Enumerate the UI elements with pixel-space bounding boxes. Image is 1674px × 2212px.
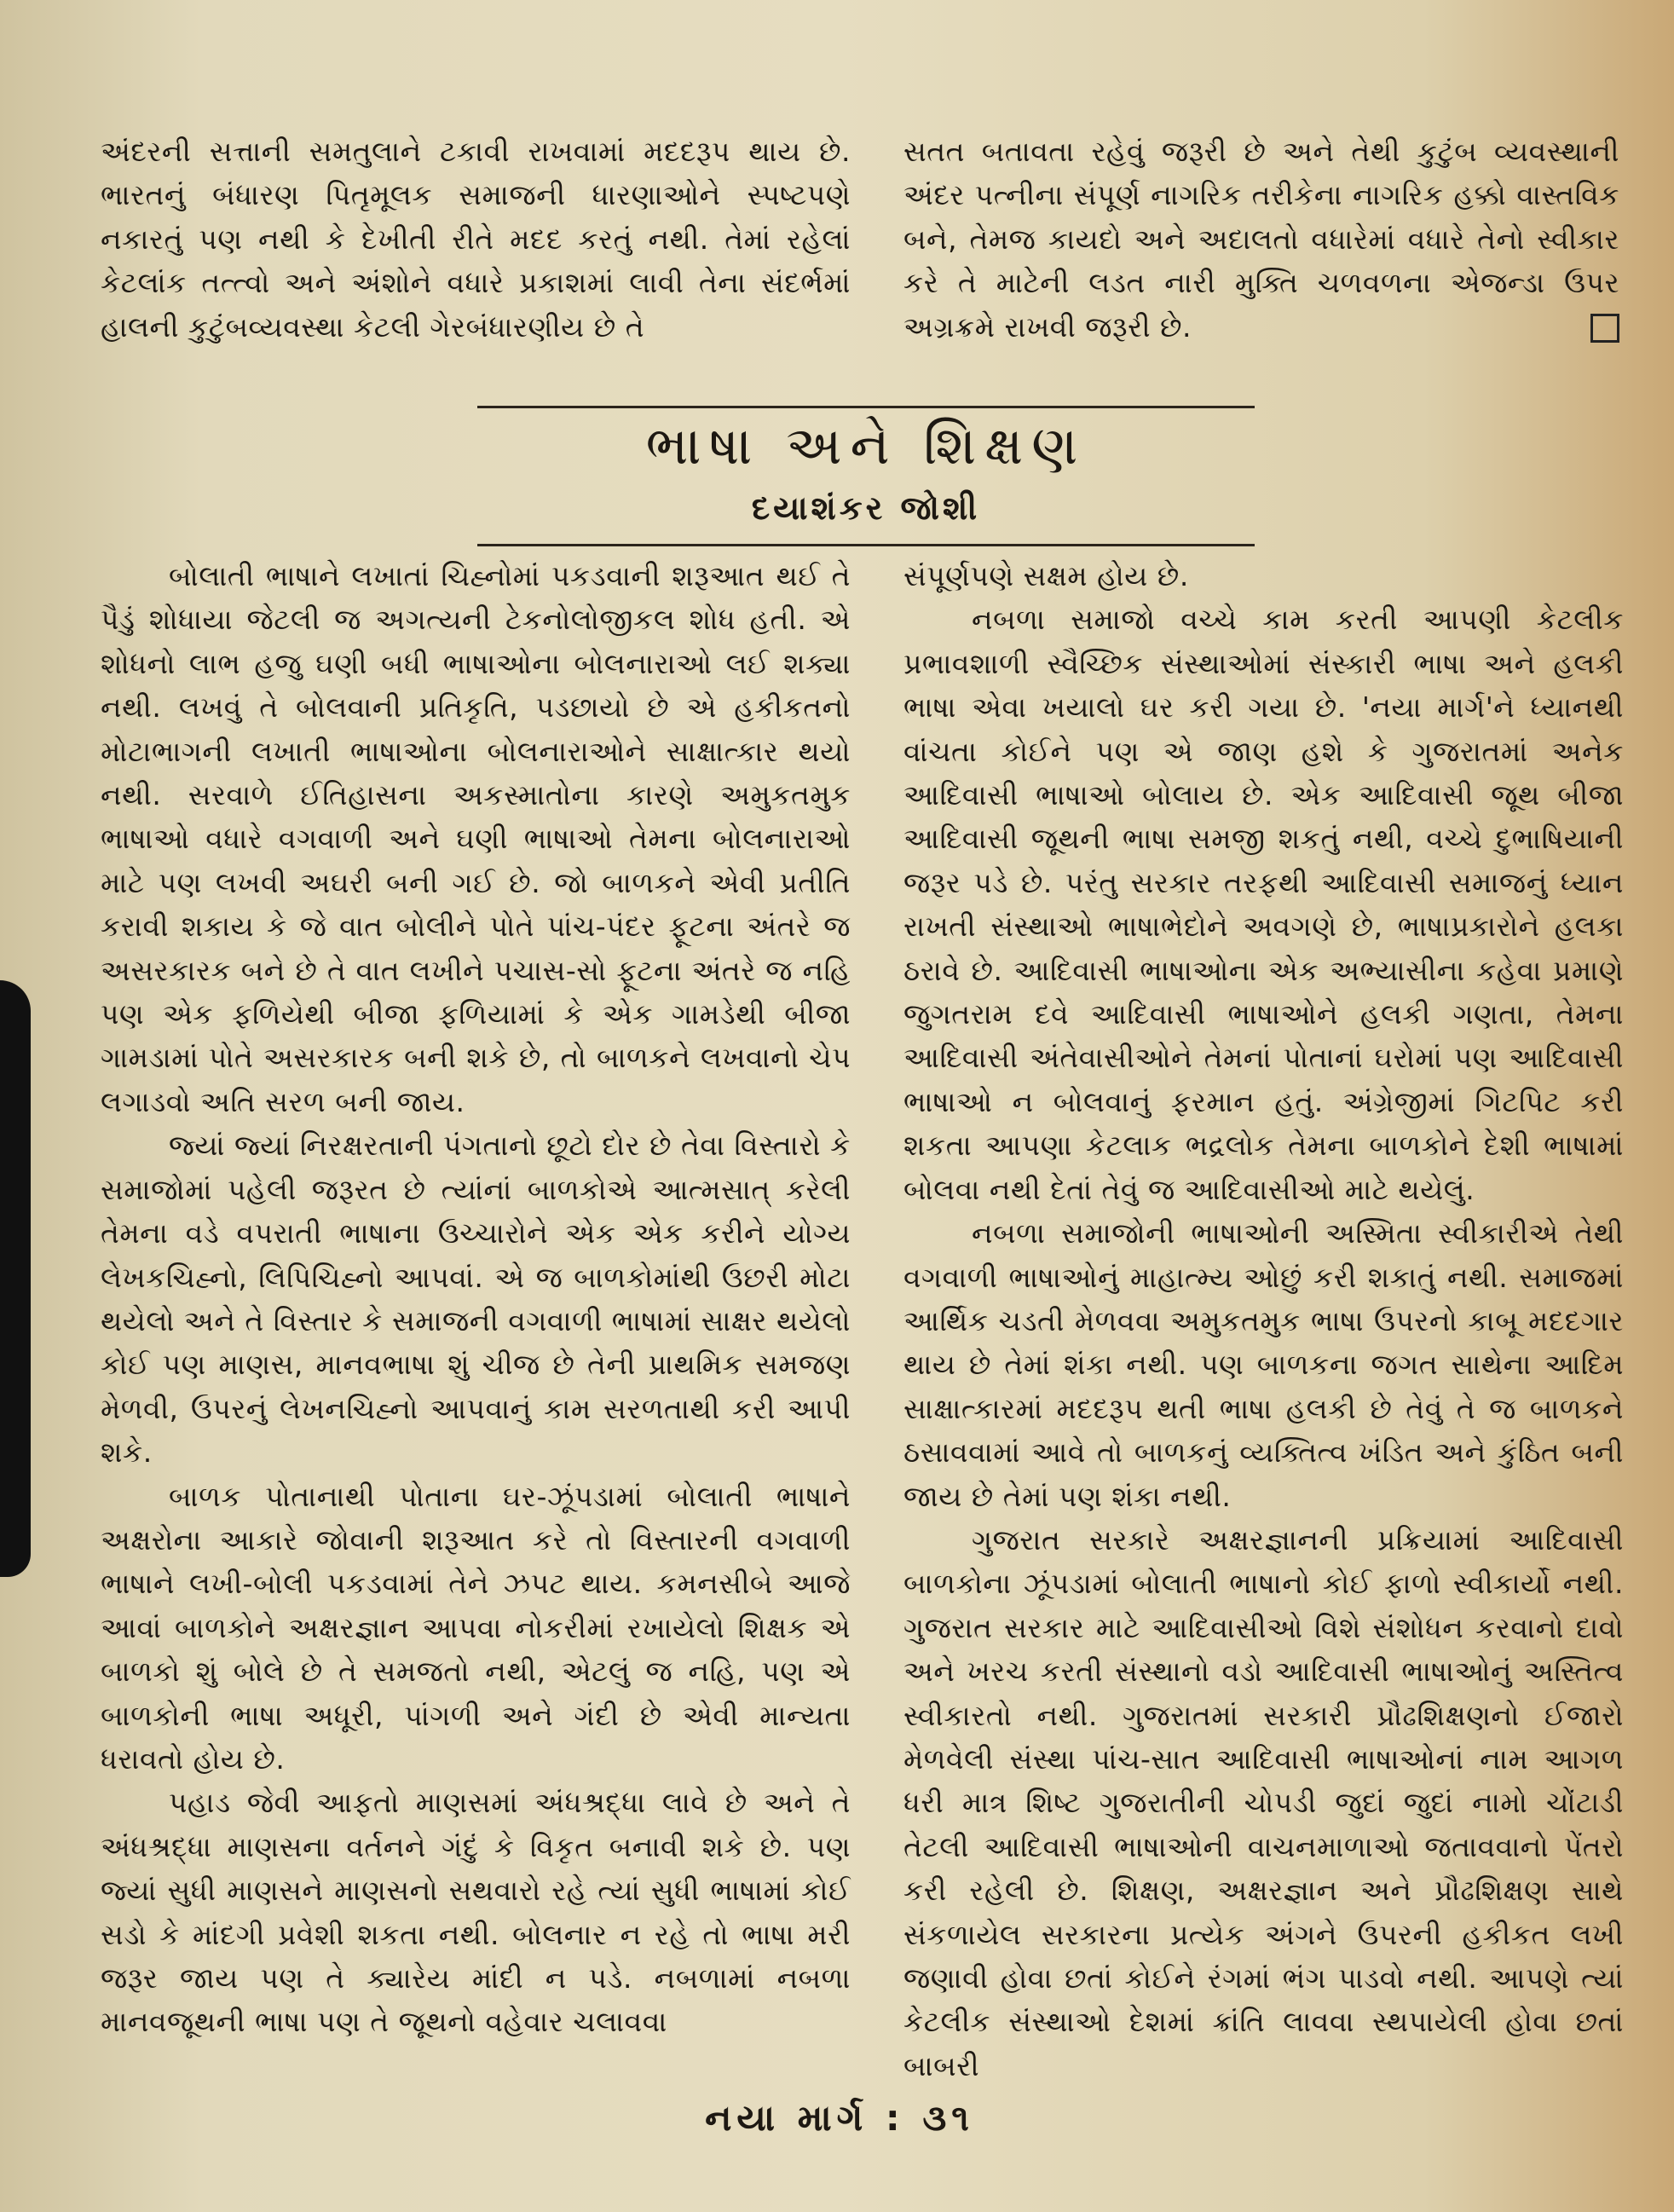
title-rule-top [477, 406, 1255, 408]
title-rule-bottom [477, 544, 1255, 546]
top-right-column [903, 130, 1619, 349]
top-right-text [903, 130, 1619, 349]
paragraph: નબળા સમાજો વચ્ચે કામ કરતી આપણી કેટલીક પ્રભાવશાળી સ્વૈચ્છિક સંસ્થાઓમાં સંસ્કારી ભાષા અને હલકી ભાષા એવા ખયાલો ઘર કરી ગયા છે. 'નયા માર્ગ'ને ધ્યાનથી વાંચતા કોઈને પણ એ જાણ હશે કે ગુજરાતમાં અનેક આદિવાસી ભાષાઓ બોલાય છે. એક આદિવાસી જૂથ બીજા આદિવાસી જૂથની ભાષા સમજી શકતું નથી, વચ્ચે દુભાષિયાની જરૂર પડે છે. પરંતુ સરકાર તરફથી આદિવાસી સમાજનું ધ્યાન રાખતી સંસ્થાઓ ભાષાભેદોને અવગણે છે, ભાષાપ્રકારોને હલકા ઠરાવે છે. આદિવાસી ભાષાઓના એક અભ્યાસીના કહેવા પ્રમાણે જુગતરામ દવે આદિવાસી ભાષાઓને હલકી ગણતા, તેમના આદિવાસી અંતેવાસીઓને તેમનાં પોતાનાં ઘરોમાં પણ આદિવાસી ભાષાઓ ન બોલવાનું ફરમાન હતું. અંગ્રેજીમાં ગિટપિટ કરી શકતા આપણા કેટલાક ભદ્રલોક તેમના બાળકોને દેશી ભાષામાં બોલવા નથી દેતાં તેવું જ આદિવાસીઓ માટે થયેલું. [903, 603, 1624, 1206]
paragraph: નબળા સમાજોની ભાષાઓની અસ્મિતા સ્વીકારીએ તેથી વગવાળી ભાષાઓનું માહાત્મ્ય ઓછું કરી શકાતું નથી. સમાજમાં આર્થિક ચડતી મેળવવા અમુકતમુક ભાષા ઉપરનો કાબૂ મદદગાર થાય છે તેમાં શંકા નથી. પણ બાળકના જગત સાથેના આદિમ સાક્ષાત્કારમાં મદદરૂપ થતી ભાષા હલકી છે તેવું તે જ બાળકને ઠસાવવામાં આવે તો બાળકનું વ્યક્તિત્વ ખંડિત અને કુંઠિત બની જાય છે તેમાં પણ શંકા નથી. [903, 1216, 1624, 1513]
paragraph: પહાડ જેવી આફતો માણસમાં અંધશ્રદ્ધા લાવે છે અને તે અંધશ્રદ્ધા માણસના વર્તનને ગંદું કે વિકૃત બનાવી શકે છે. પણ જ્યાં સુધી માણસને માણસનો સથવારો રહે ત્યાં સુધી ભાષામાં કોઈ સડો કે માંદગી પ્રવેશી શકતા નથી. બોલનાર ન રહે તો ભાષા મરી જરૂર જાય પણ તે ક્યારેય માંદી ન પડે. નબળામાં નબળા માનવજૂથની ભાષા પણ તે જૂથનો વહેવાર ચલાવવા [101, 1786, 851, 2039]
paragraph: બોલાતી ભાષાને લખાતાં ચિહ્નોમાં પકડવાની શરૂઆત થઈ તે પૈડું શોધાયા જેટલી જ અગત્યની ટેકનોલોજીકલ શોધ હતી. એ શોધનો લાભ હજુ ઘણી બધી ભાષાઓના બોલનારાઓ લઈ શક્યા નથી. લખવું તે બોલવાની પ્રતિકૃતિ, પડછાયો છે એ હકીકતનો મોટાભાગની લખાતી ભાષાઓના બોલનારાઓને સાક્ષાત્કાર થયો નથી. સરવાળે ઈતિહાસના અકસ્માતોના કારણે અમુકતમુક ભાષાઓ વધારે વગવાળી અને ઘણી ભાષાઓ તેમના બોલનારાઓ માટે પણ લખવી અઘરી બની ગઈ છે. જો બાળકને એવી પ્રતીતિ કરાવી શકાય કે જે વાત બોલીને પોતે પાંચ-પંદર ફૂટના અંતરે જ અસરકારક બને છે તે વાત લખીને પચાસ-સો ફૂટના અંતરે જ નહિ પણ એક ફળિયેથી બીજા ફળિયામાં કે એક ગામડેથી બીજા ગામડામાં પોતે અસરકારક બની શકે છે, તો બાળકને લખવાનો ચેપ લગાડવો અતિ સરળ બની જાય. [101, 559, 851, 1118]
top-left-column [101, 130, 851, 349]
paragraph: ગુજરાત સરકારે અક્ષરજ્ઞાનની પ્રક્રિયામાં આદિવાસી બાળકોના ઝૂંપડામાં બોલાતી ભાષાનો કોઈ ફાળો સ્વીકાર્યો નથી. ગુજરાત સરકાર માટે આદિવાસીઓ વિશે સંશોધન કરવાનો દાવો અને ખરચ કરતી સંસ્થાનો વડો આદિવાસી ભાષાઓનું અસ્તિત્વ સ્વીકારતો નથી. ગુજરાતમાં સરકારી પ્રૌઢશિક્ષણનો ઈજારો મેળવેલી સંસ્થા પાંચ-સાત આદિવાસી ભાષાઓનાં નામ આગળ ધરી માત્ર શિષ્ટ ગુજરાતીની ચોપડી જુદાં જુદાં નામો ચોંટાડી તેટલી આદિવાસી ભાષાઓની વાચનમાળાઓ જતાવવાનો પેંતરો કરી રહેલી છે. શિક્ષણ, અક્ષરજ્ઞાન અને પ્રૌઢશિક્ષણ સાથે સંકળાયેલ સરકારના પ્રત્યેક અંગને ઉપરની હકીકત લખી જણાવી હોવા છતાં કોઈને રંગમાં ભંગ પાડવો નથી. આપણે ત્યાં કેટલીક સંસ્થાઓ દેશમાં ક્રાંતિ લાવવા સ્થપાયેલી હોવા છતાં બાબરી [903, 1522, 1624, 2082]
left-column [101, 554, 851, 2044]
paragraph: સંપૂર્ણપણે સક્ષમ હોય છે. [903, 559, 1189, 592]
paragraph: બાળક પોતાનાથી પોતાના ઘર-ઝૂંપડામાં બોલાતી ભાષાને અક્ષરોના આકારે જોવાની શરૂઆત કરે તો વિસ્તારની વગવાળી ભાષાને લખી-બોલી પકડવામાં તેને ઝપટ થાય. કમનસીબે આજે આવાં બાળકોને અક્ષરજ્ઞાન આપવા નોકરીમાં રખાયેલો શિક્ષક એ બાળકો શું બોલે છે તે સમજતો નથી, એટલું જ નહિ, પણ એ બાળકોની ભાષા અધૂરી, પાંગળી અને ગંદી છે એવી માન્યતા ધરાવતો હોય છે. [101, 1479, 851, 1776]
article-title: ભાષા અને શિક્ષણ [645, 414, 1087, 476]
right-column [903, 554, 1624, 2088]
page-torn-edge [0, 980, 31, 1577]
end-of-article-icon [1590, 314, 1619, 343]
article-author: દયાશંકર જોશી [751, 489, 981, 527]
page-footer: નયા માર્ગ : ૩૧ [705, 2097, 974, 2139]
paragraph: જ્યાં જ્યાં નિરક્ષરતાની પંગતાનો છૂટો દોર છે તેવા વિસ્તારો કે સમાજોમાં પહેલી જરૂરત છે ત્યાંનાં બાળકોએ આત્મસાત્ કરેલી તેમના વડે વપરાતી ભાષાના ઉચ્ચારોને એક એક કરીને યોગ્ય લેખકચિહ્નો, લિપિચિહ્નો આપવાં. એ જ બાળકોમાંથી ઉછરી મોટા થયેલો અને તે વિસ્તાર કે સમાજની વગવાળી ભાષામાં સાક્ષર થયેલો કોઈ પણ માણસ, માનવભાષા શું ચીજ છે તેની પ્રાથમિક સમજણ મેળવી, ઉપરનું લેખનચિહ્નો આપવાનું કામ સરળતાથી કરી આપી શકે. [101, 1129, 851, 1470]
top-left-text: અંદરની સત્તાની સમતુલાને ટકાવી રાખવામાં મદદરૂપ થાય છે. ભારતનું બંધારણ પિતૃમૂલક સમાજની ધારણાઓને સ્પષ્ટપણે નકારતું પણ નથી કે દેખીતી રીતે મદદ કરતું નથી. તેમાં રહેલાં કેટલાંક તત્ત્વો અને અંશોને વધારે પ્રકાશમાં લાવી તેના સંદર્ભમાં હાલની કુટુંબવ્યવસ્થા કેટલી ગેરબંધારણીય છે તે [101, 135, 851, 344]
top-right-text-content: સતત બતાવતા રહેવું જરૂરી છે અને તેથી કુટુંબ વ્યવસ્થાની અંદર પત્નીના સંપૂર્ણ નાગરિક તરીકેના નાગરિક હક્કો વાસ્તવિક બને, તેમજ કાયદો અને અદાલતો વધારેમાં વધારે તેનો સ્વીકાર કરે તે માટેની લડત નારી મુક્તિ ચળવળના એજન્ડા ઉપર અગ્રક્રમે રાખવી જરૂરી છે. [903, 135, 1619, 344]
